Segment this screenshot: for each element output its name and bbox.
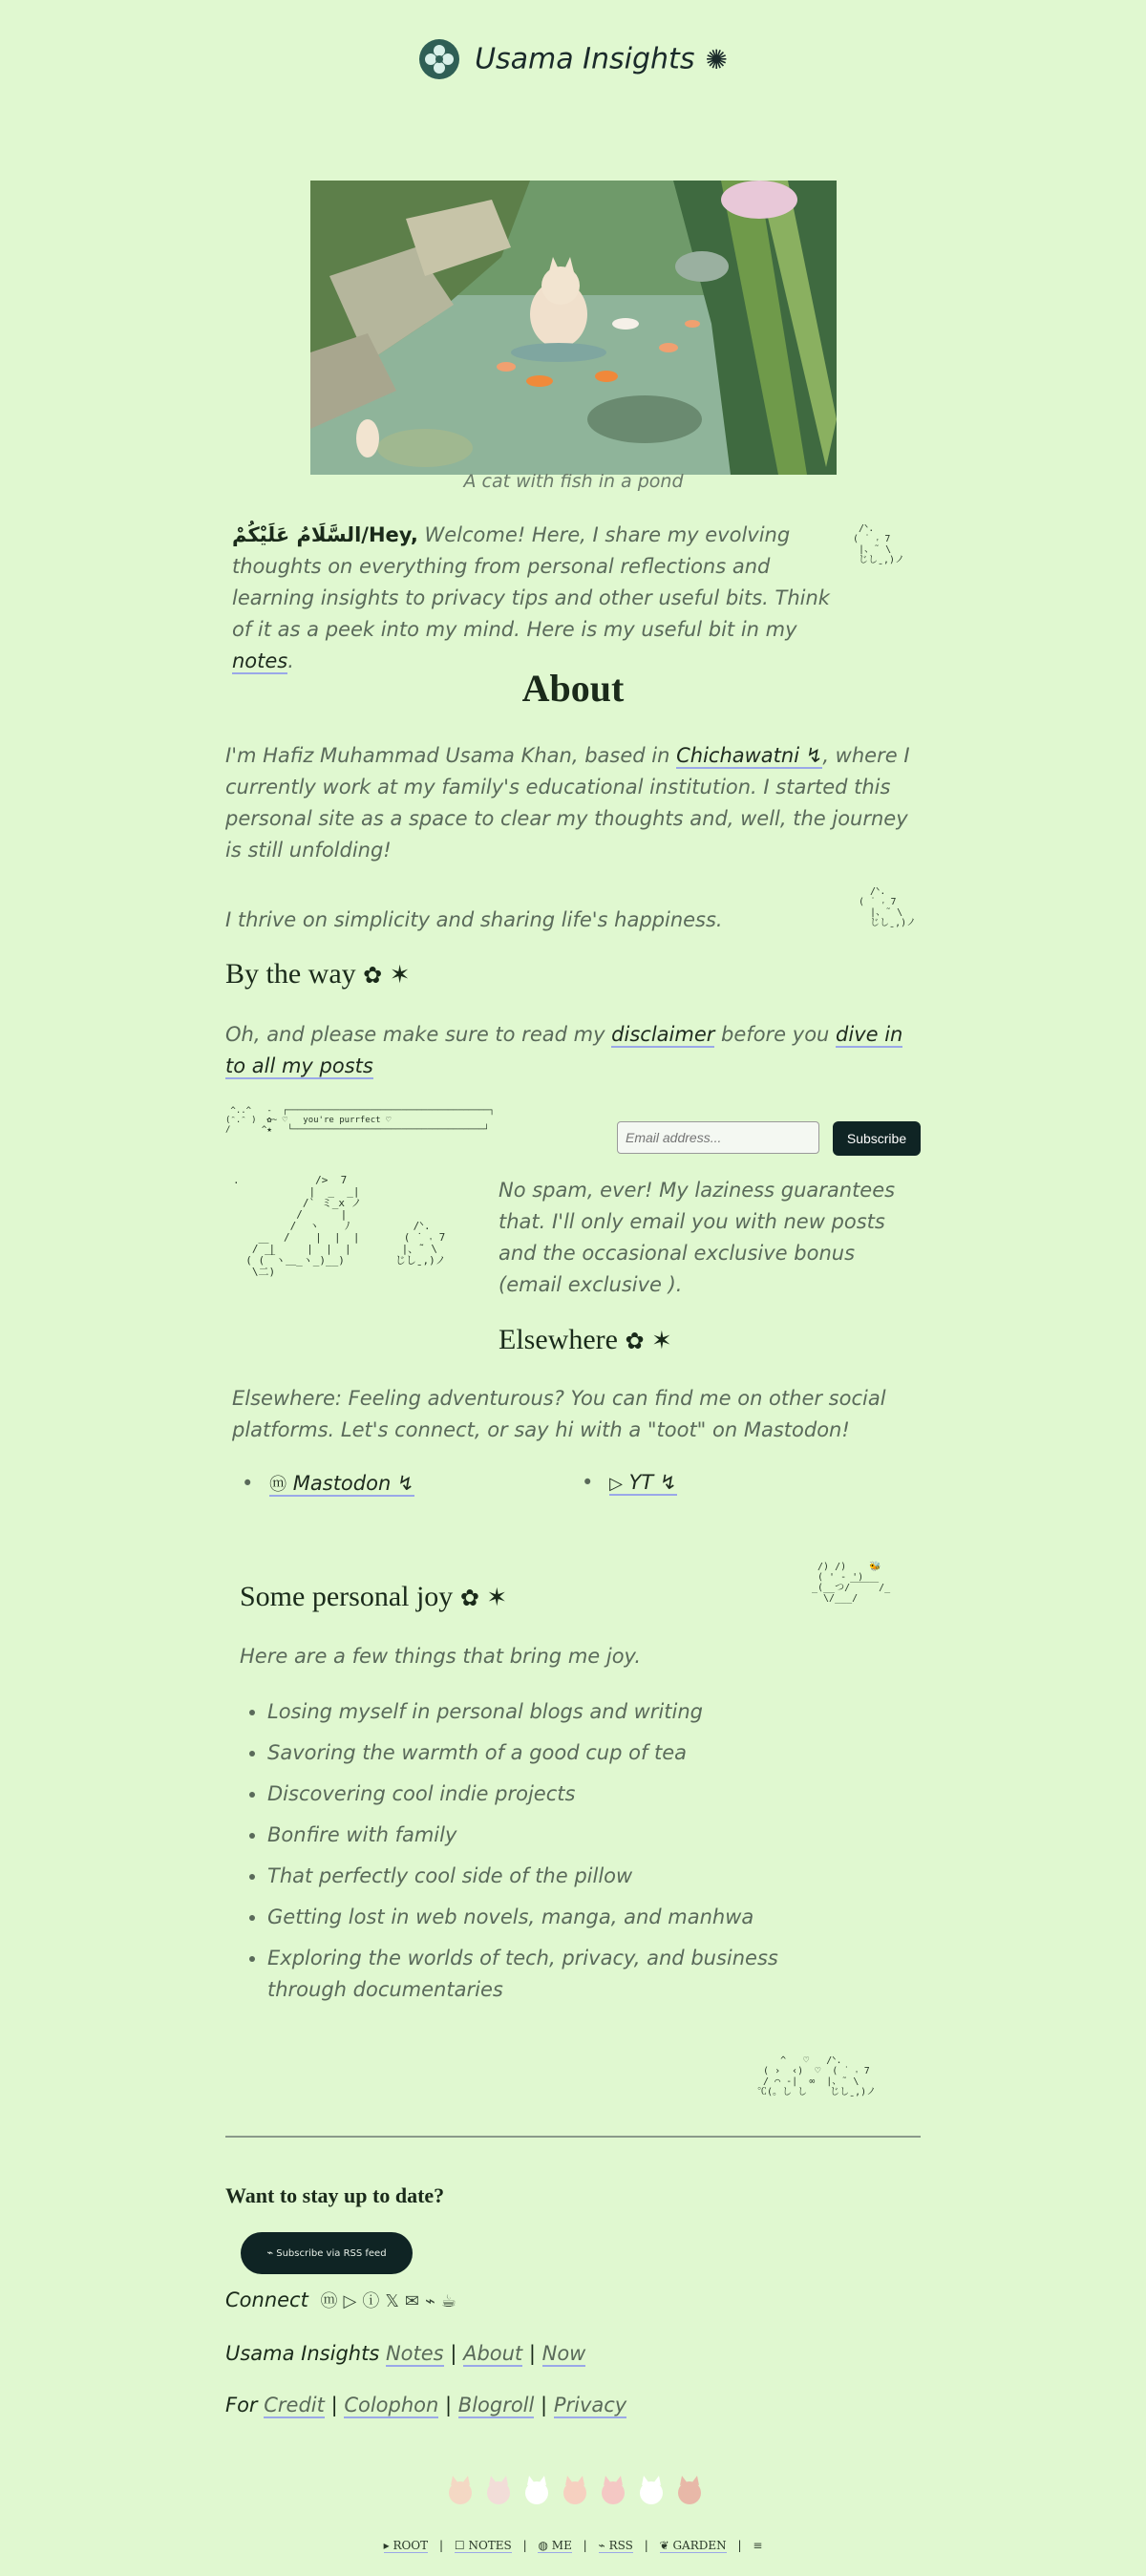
- ascii-cat-1: /ᐠ. ( ˙ ˕ 7 |、˜ \ じしˍ,)ノ: [853, 523, 905, 565]
- youtube-icon: ▷: [609, 1474, 623, 1494]
- footer-row-for: For Credit | Colophon | Blogroll | Privacy: [225, 2394, 627, 2416]
- email-input[interactable]: [617, 1121, 819, 1154]
- btw-heading: By the way ✿ ✶: [225, 958, 411, 990]
- hero-image: [310, 181, 837, 475]
- stay-title: Want to stay up to date?: [225, 2183, 445, 2207]
- flower-icon: ✿: [625, 1330, 645, 1354]
- site-header: [0, 38, 1146, 80]
- joy-intro: Here are a few things that bring me joy.: [240, 1645, 642, 1668]
- ascii-purrfect: ^..^ - ┌───────────────────────────────────────┐ (ᵔ.ᵔ ) ✿~ ♡ you're purrfect ♡ / ^★ └─────────────────────────────────────┘: [225, 1106, 495, 1135]
- btw-paragraph: Oh, and please make sure to read my disclaimer before you dive in to all my posts: [225, 1023, 903, 1077]
- mastodon-icon: ⓜ: [269, 1475, 287, 1495]
- footer-link-notes[interactable]: Notes: [385, 2342, 444, 2365]
- nav-menu-icon[interactable]: ≡: [753, 2539, 763, 2552]
- list-item: • Exploring the worlds of tech, privacy, and business through documentaries: [267, 1943, 860, 2006]
- social-link-mastodon[interactable]: • ⓜ Mastodon ↯: [242, 1472, 414, 1495]
- footer-link-privacy[interactable]: Privacy: [553, 2394, 627, 2416]
- nav-rss[interactable]: ⌁ RSS: [598, 2539, 633, 2552]
- elsewhere-text: Elsewhere: Feeling adventurous? You can find me on other social platforms. Let's connect, or say hi with a "toot" on Mastodon!: [232, 1387, 886, 1441]
- sun-icon: ✺: [705, 43, 729, 75]
- linkedin-icon[interactable]: ⓘ: [362, 2291, 386, 2311]
- connect-row: [225, 2288, 462, 2312]
- logo-icon[interactable]: [418, 38, 460, 80]
- footer-link-now[interactable]: Now: [541, 2342, 586, 2365]
- joy-list: [241, 1692, 860, 2006]
- cat-parade: [441, 2474, 709, 2508]
- ascii-cats-sit: . /> 7 | _ _| /` ミ_x ノ / | / ヽ ﾉ /ᐠ. / | | | ( ˙ ˕ 7 /￣| | | | |、˜ \ ( (￣ヽ＿_ヽ_)__) じしˍ,)ノ \二): [233, 1174, 446, 1278]
- hero-caption: A cat with fish in a pond: [463, 471, 684, 492]
- footer-divider: [225, 2136, 921, 2138]
- ascii-cat-2: /ᐠ. ( ˙ ˕ 7 |、˜ \ じしˍ,)ノ: [859, 886, 917, 928]
- greeting: السَّلَامُ عَلَيْكُمْ/Hey,: [232, 523, 418, 546]
- star-icon: ✶: [651, 1327, 672, 1354]
- subscribe-button[interactable]: Subscribe: [833, 1121, 921, 1156]
- social-link-yt[interactable]: • ▷ YT ↯: [582, 1471, 677, 1494]
- list-item: • Bonfire with family: [267, 1815, 860, 1856]
- elsewhere-heading: Elsewhere ✿ ✶: [499, 1324, 672, 1355]
- star-icon: ✶: [486, 1584, 508, 1611]
- ascii-cat-bee: /) /) 🐝 ( ' - ') _(__つ/￣￣￣/_ \/___/: [812, 1562, 891, 1604]
- x-icon[interactable]: 𝕏: [385, 2291, 405, 2311]
- list-item: • Savoring the warmth of a good cup of tea: [267, 1733, 860, 1774]
- flower-icon: ✿: [363, 964, 383, 989]
- footer-link-about[interactable]: About: [463, 2342, 523, 2365]
- about-heading: About: [521, 667, 625, 710]
- rss-icon[interactable]: ⌁: [424, 2291, 441, 2311]
- joy-heading: Some personal joy ✿ ✶: [240, 1581, 508, 1612]
- list-item: • Discovering cool indie projects: [267, 1774, 860, 1815]
- coffee-icon[interactable]: ☕: [440, 2291, 462, 2311]
- footer-link-colophon[interactable]: Colophon: [344, 2394, 439, 2416]
- connect-label: Connect: [225, 2289, 308, 2311]
- footer-link-credit[interactable]: Credit: [264, 2394, 325, 2416]
- list-item: • Losing myself in personal blogs and writing: [267, 1692, 860, 1733]
- site-title[interactable]: Usama Insights: [475, 42, 695, 76]
- nospam-text: No spam, ever! My laziness guarantees that. I'll only email you with new posts and the occasional exclusive bonus (email exclusive ).: [499, 1179, 896, 1296]
- nav-root[interactable]: ▸ ROOT: [383, 2539, 429, 2552]
- nav-me[interactable]: ◍ ME: [538, 2539, 572, 2552]
- bottom-nav: ▸ ROOT | ☐ NOTES | ◍ ME | ⌁ RSS | ❦ GARDEN | ≡: [383, 2539, 763, 2552]
- footer-row-site: Usama Insights Notes | About | Now: [225, 2342, 586, 2365]
- mail-icon[interactable]: ✉: [404, 2291, 425, 2311]
- rss-subscribe-button[interactable]: ⌁ Subscribe via RSS feed: [241, 2232, 413, 2274]
- nav-garden[interactable]: ❦ GARDEN: [659, 2539, 727, 2552]
- list-item: • Getting lost in web novels, manga, and manhwa: [267, 1897, 860, 1938]
- nav-notes[interactable]: ☐ NOTES: [454, 2539, 512, 2552]
- footer-link-blogroll[interactable]: Blogroll: [457, 2394, 535, 2416]
- rss-icon: ⌁: [266, 2246, 274, 2259]
- flower-icon: ✿: [459, 1586, 479, 1611]
- ascii-cats-pair: ^ ♡ /ᐠ. ( › ‹) ♡ ( ˙ ˕ 7 / ⌒ -| ∞ |、˜ \ ℃(。し し じしˍ,)ノ: [757, 2055, 877, 2097]
- star-icon: ✶: [389, 961, 411, 989]
- about-paragraph: I'm Hafiz Muhammad Usama Khan, based in Chichawatni ↯, where I currently work at my family's educational institution. I started this personal site as a space to clear my thoughts and, well, the journey is still unfolding!: [225, 744, 910, 862]
- mastodon-icon[interactable]: ⓜ: [320, 2291, 344, 2311]
- chichawatni-link[interactable]: Chichawatni ↯: [676, 744, 823, 767]
- youtube-icon[interactable]: ▷: [343, 2291, 363, 2311]
- all-posts-link[interactable]: dive in to all my posts: [225, 1023, 903, 1077]
- about-simplicity: I thrive on simplicity and sharing life's happiness.: [225, 908, 723, 931]
- notes-link[interactable]: notes: [232, 649, 288, 672]
- list-item: • That perfectly cool side of the pillow: [267, 1856, 860, 1897]
- intro-paragraph: السَّلَامُ عَلَيْكُمْ/Hey, Welcome! Here, I share my evolving thoughts on everything from personal reflections and learning insights to privacy tips and other useful bits. Think of it as a peek into my mind. Here is my useful bit in my notes.: [232, 523, 830, 672]
- disclaimer-link[interactable]: disclaimer: [611, 1023, 715, 1046]
